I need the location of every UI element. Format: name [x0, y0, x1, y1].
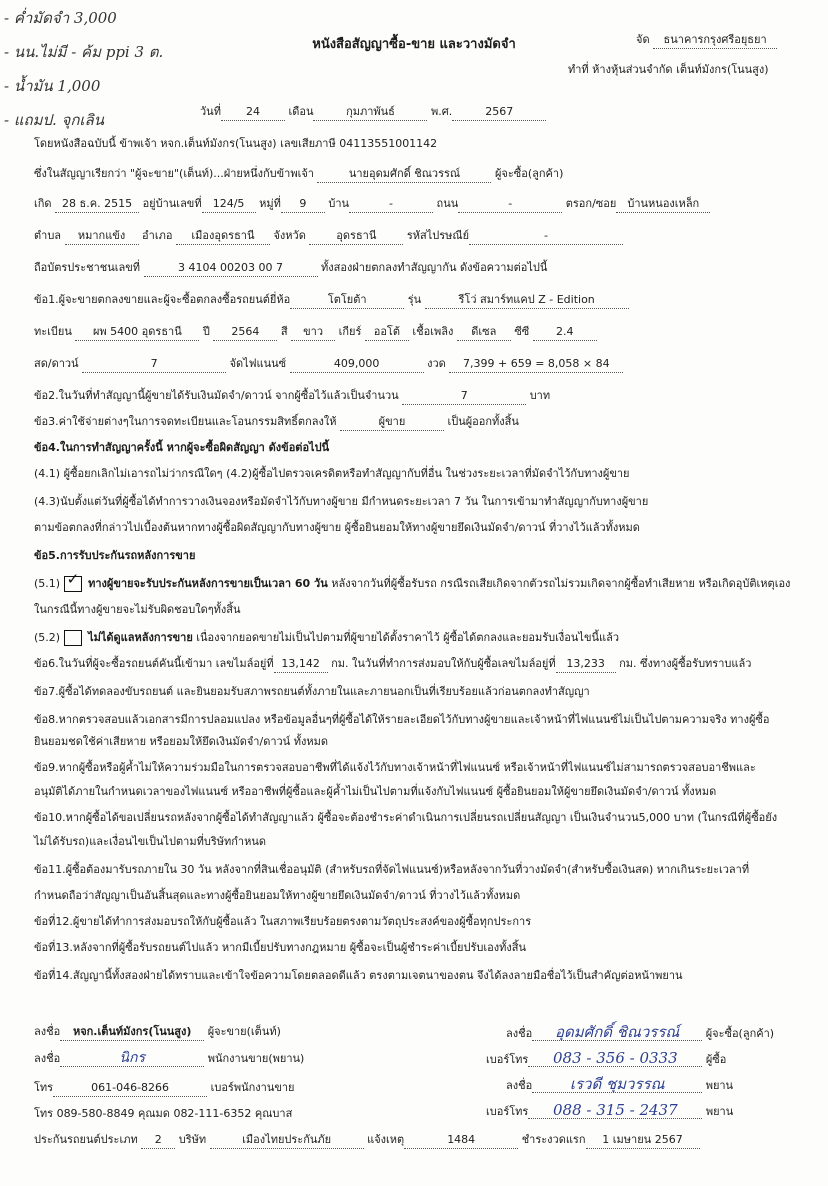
- no-warranty-checkbox[interactable]: [64, 630, 82, 646]
- clause-9b: อนุมัติได้ภายในกำหนดเวลาของไฟแนนซ์ หรืออาชีพที่ผู้ซื้อและผู้ค้ำไม่เป็นไปตามที่แจ้งกับไฟแนนซ์ ผู้ซื้อยินยอมให้ผู้ขายยึดเงินมัดจำ/ดาวน์ ทั้งหมด: [34, 785, 717, 798]
- clause-8a: ข้อ8.หากตรวจสอบแล้วเอกสารมีการปลอมแปลง หรือข้อมูลอื่นๆที่ผู้ซื้อได้ให้รายละเอียดไว้กับทางผู้ขายและเจ้าหน้าที่ไฟแนนซ์ไม่เป็นไปตามความจริง ทางผู้ซื้อ: [34, 713, 770, 726]
- intro-line: โดยหนังสือฉบับนี้ ข้าพเจ้า หจก.เต็นท์มังกร(โนนสูง) เลขเสียภาษี 04113551001142: [34, 137, 438, 150]
- document-title: หนังสือสัญญาซื้อ-ขาย และวางมัดจำ: [312, 37, 516, 52]
- note-extra: - แถมป. จุกเลิน: [4, 111, 104, 129]
- staff-signature-line: ลงชื่อ นิกร พนักงานขาย(พยาน): [34, 1050, 305, 1066]
- clause-6: ข้อ6.ในวันที่ผู้จะซื้อรถยนต์คันนี้เข้ามา เลขไมล์อยู่ที่ 13,142 กม. ในวันที่ทำการส่งมอบให้กับผู้ซื้อเลขไมล์อยู่ที่ 13,233 กม. ซึ่งทางผู้ซื้อรับทราบแล้ว: [34, 656, 751, 673]
- car-registration-line: ทะเบียน ผพ 5400 อุดรธานี ปี 2564 สี ขาว เกียร์ ออโต้ เชื้อเพลิง ดีเซล ซีซี 2.4: [34, 324, 597, 341]
- date-line: วันที่ 24 เดือน กุมภาพันธ์ พ.ศ. 2567: [200, 104, 546, 121]
- note-deposit: - ค่ำมัดจำ 3,000: [4, 9, 117, 27]
- clause-9a: ข้อ9.หากผู้ซื้อหรือผู้ค้ำไม่ให้ความร่วมมือในการตรวจสอบอาชีพที่ได้แจ้งไว้กับทางเจ้าหน้าที่ไฟแนนซ์ หรือเจ้าหน้าที่ไฟแนนซ์ไม่สามารถตรวจสอบอาชีพและ: [34, 761, 756, 774]
- clause-5-2: (5.2) ไม่ได้ดูแลหลังการขาย เนื่องจากยอดขายไม่เป็นไปตามที่ผู้ขายได้ตั้งราคาไว้ ผู้ซื้อได้ตกลงและยอมรับเงื่อนไขนี้แล้ว: [34, 631, 620, 644]
- clause-5-heading: ข้อ5.การรับประกันรถหลังการขาย: [34, 549, 196, 562]
- clause-10a: ข้อ10.หากผู้ซื้อได้ขอเปลี่ยนรถหลังจากผู้ซื้อได้ทำสัญญาแล้ว ผู้ซื้อจะต้องชำระค่าดำเนินการเปลี่ยนรถเปลี่ยนสัญญา เป็นเงินจำนวน5,000 บาท (ในกรณีที่ผู้ซื้อยัง: [34, 811, 778, 824]
- note-fuel: - น้ำมัน 1,000: [4, 77, 101, 95]
- clause-12: ข้อที่12.ผู้ขายได้ทำการส่งมอบรถให้กับผู้ซื้อแล้ว ในสภาพเรียบร้อยตรงตามวัตถุประสงค์ของผู้ซื้อทุกประการ: [34, 915, 532, 928]
- address-line-1: เกิด 28 ธ.ค. 2515 อยู่บ้านเลขที่ 124/5 หมู่ที่ 9 บ้าน - ถนน - ตรอก/ซอย บ้านหนองเหล็ก: [34, 196, 710, 213]
- staff-phone-line: โทร 061-046-8266 เบอร์พนักงานขาย: [34, 1080, 294, 1097]
- seller-signature-line: ลงชื่อ หจก.เต็นท์มังกร(โนนสูง) ผู้จะขาย(เต็นท์): [34, 1024, 281, 1041]
- clause-4-heading: ข้อ4.ในการทำสัญญาครั้งนี้ หากผู้จะซื้อผิดสัญญา ดังข้อต่อไปนี้: [34, 441, 330, 454]
- clause-1-car: ข้อ1.ผู้จะขายตกลงขายและผู้จะซื้อตกลงซื้อรถยนต์ยี่ห้อ โตโยต้า รุ่น รีโว่ สมาร์ทแคป Z - Edition: [34, 292, 629, 309]
- clause-11b: กำหนดถือว่าสัญญาเป็นอันสิ้นสุดและทางผู้ซื้อยินยอมให้ทางผู้ขายยึดเงินมัดจำ/ดาวน์ ที่วางไว้แล้วทั้งหมด: [34, 889, 521, 902]
- buyer-phone-line: เบอร์โทร 083 - 356 - 0333 ผู้ซื้อ: [486, 1049, 727, 1067]
- car-payment-line: สด/ดาวน์ 7 จัดไฟแนนซ์ 409,000 งวด 7,399 + 659 = 8,058 × 84: [34, 356, 623, 373]
- buyer-signature-line: ลงชื่อ อุดมศักดิ์ ชิณวรรณ์ ผู้จะซื้อ(ลูกค้า): [506, 1023, 775, 1041]
- place-line: ทำที่ ห้างหุ้นส่วนจำกัด เต็นท์มังกร(โนนสูง): [568, 63, 769, 76]
- parties-line: ซึ่งในสัญญาเรียกว่า "ผู้จะขาย"(เต็นท์)...ฝ่ายหนึ่งกับข้าพเจ้า นายอุดมศักดิ์ ชิณวรรณ์ ผู้จะซื้อ(ลูกค้า): [34, 166, 563, 183]
- contacts-line: โทร 089-580-8849 คุณมด 082-111-6352 คุณบาส: [34, 1107, 293, 1120]
- clause-8b: ยินยอมชดใช้ค่าเสียหาย หรือยอมให้ยึดเงินมัดจำ/ดาวน์ ทั้งหมด: [34, 735, 328, 748]
- clause-5-1b: ในกรณีนี้ทางผู้ขายจะไม่รับผิดชอบใดๆทั้งสิ้น: [34, 603, 241, 616]
- clause-4-3a: (4.3)นับตั้งแต่วันที่ผู้ซื้อได้ทำการวางเงินจองหรือมัดจำไว้กับทางผู้ขาย มีกำหนดระยะเวลา 7 วัน ในการเข้ามาทำสัญญากับทางผู้ขาย: [34, 495, 649, 508]
- warranty-checkbox[interactable]: [64, 570, 82, 592]
- note-ppi: - นน.ไม่มี - ค้ม ppi 3 ต.: [4, 43, 164, 61]
- insurance-line: ประกันรถยนต์ประเภท 2 บริษัท เมืองไทยประกันภัย แจ้งเหตุ 1484 ชำระงวดแรก 1 เมษายน 2567: [34, 1132, 700, 1149]
- clause-7: ข้อ7.ผู้ซื้อได้ทดลองขับรถยนต์ และยินยอมรับสภาพรถยนต์ทั้งภายในและภายนอกเป็นที่เรียบร้อยแล้วก่อนตกลงทำสัญญา: [34, 685, 590, 698]
- clause-13: ข้อที่13.หลังจากที่ผู้ซื้อรับรถยนต์ไปแล้ว หากมีเบี้ยปรับทางกฎหมาย ผู้ซื้อจะเป็นผู้ชำระค่าเบี้ยปรับเองทั้งสิ้น: [34, 941, 526, 954]
- clause-10b: ไม่ได้รับรถ)และเงื่อนไขเป็นไปตามที่บริษัทกำหนด: [34, 835, 266, 848]
- clause-2: ข้อ2.ในวันที่ทำสัญญานี้ผู้ขายได้รับเงินมัดจำ/ดาวน์ จากผู้ซื้อไว้แล้วเป็นจำนวน 7 บาท: [34, 388, 550, 405]
- witness-phone-line: เบอร์โทร 088 - 315 - 2437 พยาน: [486, 1101, 734, 1119]
- clause-3: ข้อ3.ค่าใช้จ่ายต่างๆในการจดทะเบียนและโอนกรรมสิทธิ์ตกลงให้ ผู้ขาย เป็นผู้ออกทั้งสิ้น: [34, 414, 519, 431]
- clause-4-1: (4.1) ผู้ซื้อยกเลิกไม่เอารถไม่ว่ากรณีใดๆ (4.2)ผู้ซื้อไปตรวจเครดิตหรือทำสัญญากับที่อื่น ในช่วงระยะเวลาที่มัดจำไว้กับทางผู้ขาย: [34, 467, 630, 480]
- clause-11a: ข้อ11.ผู้ซื้อต้องมารับรถภายใน 30 วัน หลังจากที่สินเชื่ออนุมัติ (สำหรับรถที่จัดไฟแนนซ์)หรือหลังจากวันที่วางมัดจำ(สำหรับซื้อเงินสด) หากเกินระยะเวลาที่: [34, 863, 750, 876]
- witness-signature-line: ลงชื่อ เรวดี ชุมวรรณ พยาน: [506, 1075, 734, 1093]
- clause-14: ข้อที่14.สัญญานี้ทั้งสองฝ่ายได้ทราบและเข้าใจข้อความโดยตลอดดีแล้ว ตรงตามเจตนาของตน จึงได้ลงลายมือชื่อไว้เป็นสำคัญต่อหน้าพยาน: [34, 969, 683, 982]
- to-line: จัด ธนาคารกรุงศรีอยุธยา: [636, 32, 777, 49]
- clause-4-3b: ตามข้อตกลงที่กล่าวไปเบื้องต้นหากทางผู้ซื้อผิดสัญญากับทางผู้ขาย ผู้ซื้อยินยอมให้ทางผู้ขายยึดเงินมัดจำ/ดาวน์ ที่วางไว้แล้วทั้งหมด: [34, 521, 640, 534]
- clause-5-1: (5.1) ✓ ทางผู้ขายจะรับประกันหลังการขายเป็นเวลา 60 วัน หลังจากวันที่ผู้ซื้อรับรถ กรณีรถเสียเกิดจากตัวรถไม่รวมเกิดจากผู้ซื้อทำเสียหาย หรือเกิดอุบัติเหตุเอง: [34, 570, 791, 590]
- checkmark-icon: ✓: [66, 570, 80, 588]
- idcard-line: ถือบัตรประชาชนเลขที่ 3 4104 00203 00 7 ทั้งสองฝ่ายตกลงทำสัญญากัน ดังข้อความต่อไปนี้: [34, 260, 547, 277]
- address-line-2: ตำบล หมากแข้ง อำเภอ เมืองอุดรธานี จังหวัด อุดรธานี รหัสไปรษณีย์ -: [34, 228, 623, 245]
